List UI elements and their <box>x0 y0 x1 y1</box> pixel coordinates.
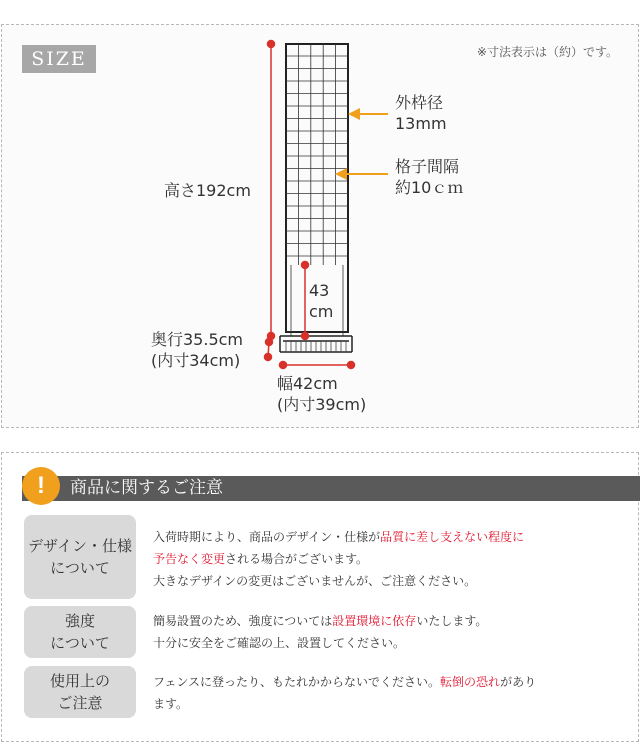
caution-row-label-line: について <box>50 559 110 577</box>
width-label-line2: (内寸39cm) <box>277 395 367 414</box>
width-dimension <box>280 362 355 369</box>
caution-row-text <box>153 671 623 715</box>
lattice-spacing-label <box>395 156 463 198</box>
inner-height-label <box>309 280 333 322</box>
highlight-text: 品質に差し支えない程度に <box>380 530 525 544</box>
caution-title: 商品に関するご注意 <box>70 478 223 498</box>
caution-row-label <box>24 666 136 718</box>
inner-height-dimension <box>302 262 309 340</box>
highlight-text: 転倒の恐れ <box>440 675 501 689</box>
body-text: フェンスに登ったり、もたれかからないでください。 <box>153 675 441 689</box>
caution-text-line <box>153 632 623 654</box>
exclamation-icon: ! <box>22 467 60 505</box>
body-text: いたします。 <box>416 614 488 628</box>
caution-row-label-line: 使用上の <box>49 672 110 690</box>
body-text: される場合がございます。 <box>225 552 369 566</box>
caution-text-line <box>153 693 623 715</box>
height-label-text: 高さ192cm <box>164 181 251 200</box>
body-text: があり <box>500 675 537 689</box>
inner-height-unit: cm <box>309 302 334 321</box>
body-text: 入荷時期により、商品のデザイン・仕様が <box>153 530 381 544</box>
caution-row-label <box>24 515 136 599</box>
highlight-text: 設置環境に依存 <box>332 614 417 628</box>
depth-label-line2: (内寸34cm) <box>151 351 241 370</box>
dimension-note: ※寸法表示は（約）です。 <box>476 45 618 59</box>
frame-label-line1: 外枠径 <box>395 93 444 112</box>
depth-label-line1: 奥行35.5cm <box>151 330 244 349</box>
caution-text-line <box>153 570 623 592</box>
size-badge: SIZE <box>22 45 96 73</box>
caution-row-label-line: について <box>50 634 110 652</box>
caution-row-label-line: ご注意 <box>57 694 103 712</box>
caution-text-line <box>153 671 623 693</box>
caution-text-line <box>153 548 623 570</box>
caution-row-text <box>153 610 623 654</box>
body-text: 大きなデザインの変更はございませんが、ご注意ください。 <box>153 574 477 588</box>
width-label <box>277 373 366 415</box>
depth-dimension <box>265 339 273 361</box>
caution-row-label-line: 強度 <box>64 612 95 630</box>
inner-height-value: 43 <box>309 281 330 300</box>
height-label <box>164 180 251 201</box>
height-dimension <box>268 41 275 340</box>
lattice-arrow <box>335 168 388 180</box>
depth-label <box>151 329 243 371</box>
body-text: 簡易設置のため、強度については <box>153 614 333 628</box>
highlight-text: 予告なく変更 <box>153 552 226 566</box>
caution-text-line <box>153 526 623 548</box>
lattice-label-line1: 格子間隔 <box>395 157 460 176</box>
body-text: 十分に安全をご確認の上、設置してください。 <box>153 636 406 650</box>
caution-row-text <box>153 526 623 592</box>
lattice-label-line2: 約10ｃｍ <box>395 178 464 197</box>
caution-row-label <box>24 606 136 658</box>
body-text: ます。 <box>153 697 189 711</box>
width-label-line1: 幅42cm <box>277 374 338 393</box>
caution-text-line <box>153 610 623 632</box>
frame-diameter-label <box>395 92 447 134</box>
caution-row-label-line: デザイン・仕様 <box>28 537 132 555</box>
frame-label-line2: 13mm <box>395 114 447 133</box>
frame-arrow <box>348 108 388 120</box>
